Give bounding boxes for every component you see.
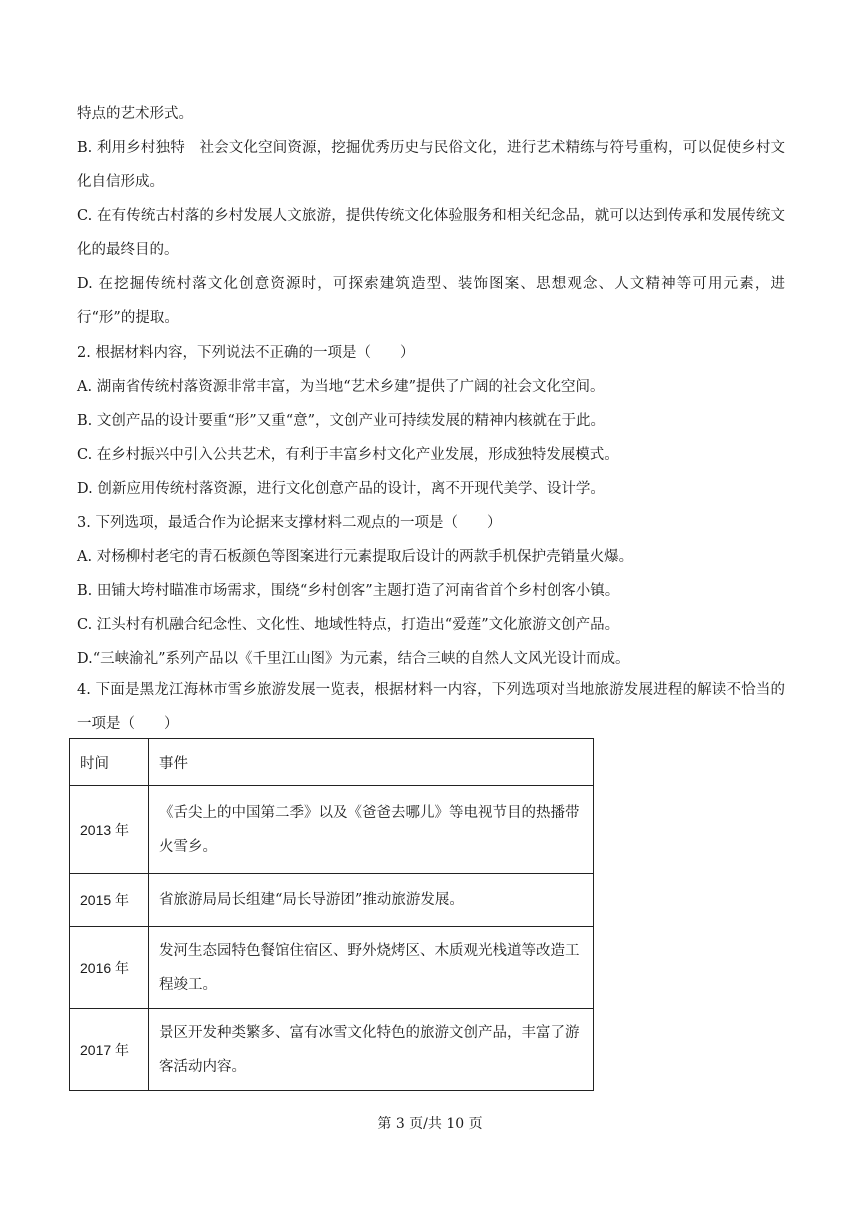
table-row <box>70 874 594 927</box>
intro-tail: 特点的艺术形式。 <box>77 106 193 122</box>
table-cell-event: 《舌尖上的中国第二季》以及《爸爸去哪儿》等电视节目的热播带火雪乡。 <box>149 786 594 874</box>
q2-option-d: D. 创新应用传统村落资源，进行文化创意产品的设计，离不开现代美学、设计学。 <box>77 481 605 497</box>
table-row <box>70 786 594 874</box>
table-cell-event: 景区开发种类繁多、富有冰雪文化特色的旅游文创产品，丰富了游客活动内容。 <box>149 1009 594 1091</box>
table-cell-event: 发河生态园特色餐馆住宿区、野外烧烤区、木质观光栈道等改造工程竣工。 <box>149 927 594 1009</box>
q3-stem: 3. 下列选项，最适合作为论据来支撑材料二观点的一项是（ ） <box>77 515 502 531</box>
q1-option-c: C. 在有传统古村落的乡村发展人文旅游，提供传统文化体验服务和相关纪念品，就可以达到传承和发展传统文化的最终目的。 <box>77 208 785 258</box>
tourism-timeline-table <box>69 738 594 1091</box>
q3-option-d: D.“三峡渝礼”系列产品以《千里江山图》为元素，结合三峡的自然人文风光设计而成。 <box>77 651 630 667</box>
table-cell-year: 2015 年 <box>70 874 149 927</box>
table-header-time: 时间 <box>70 739 149 786</box>
table-header-event: 事件 <box>149 739 594 786</box>
page-number: 第 3 页/共 10 页 <box>377 1116 483 1132</box>
q1-option-d: D. 在挖掘传统村落文化创意资源时，可探索建筑造型、装饰图案、思想观念、人文精神等可用元素，进行“形”的提取。 <box>77 276 785 326</box>
q3-option-b: B. 田铺大垮村瞄准市场需求，围绕“乡村创客”主题打造了河南省首个乡村创客小镇。 <box>77 583 620 599</box>
table-cell-year: 2013 年 <box>70 786 149 874</box>
q2-stem: 2. 根据材料内容，下列说法不正确的一项是（ ） <box>77 345 415 361</box>
q4-stem: 4. 下面是黑龙江海林市雪乡旅游发展一览表，根据材料一内容，下列选项对当地旅游发展进程的解读不恰当的一项是（ ） <box>77 682 785 732</box>
table-cell-event: 省旅游局局长组建“局长导游团”推动旅游发展。 <box>149 874 594 927</box>
q3-option-c: C. 江头村有机融合纪念性、文化性、地域性特点，打造出“爱莲”文化旅游文创产品。 <box>77 617 620 633</box>
q2-option-a: A. 湖南省传统村落资源非常丰富，为当地“艺术乡建”提供了广阔的社会文化空间。 <box>77 379 605 395</box>
table-cell-year: 2017 年 <box>70 1009 149 1091</box>
table-row <box>70 1009 594 1091</box>
table-row <box>70 927 594 1009</box>
q2-option-b: B. 文创产品的设计要重“形”又重“意”，文创产业可持续发展的精神内核就在于此。 <box>77 413 606 429</box>
table-header-row <box>70 739 594 786</box>
q2-option-c: C. 在乡村振兴中引入公共艺术，有利于丰富乡村文化产业发展，形成独特发展模式。 <box>77 447 619 463</box>
q1-option-b: B. 利用乡村独特 社会文化空间资源，挖掘优秀历史与民俗文化，进行艺术精练与符号重构，可以促使乡村文化自信形成。 <box>77 140 785 190</box>
q3-option-a: A. 对杨柳村老宅的青石板颜色等图案进行元素提取后设计的两款手机保护壳销量火爆。 <box>77 549 634 565</box>
table-cell-year: 2016 年 <box>70 927 149 1009</box>
